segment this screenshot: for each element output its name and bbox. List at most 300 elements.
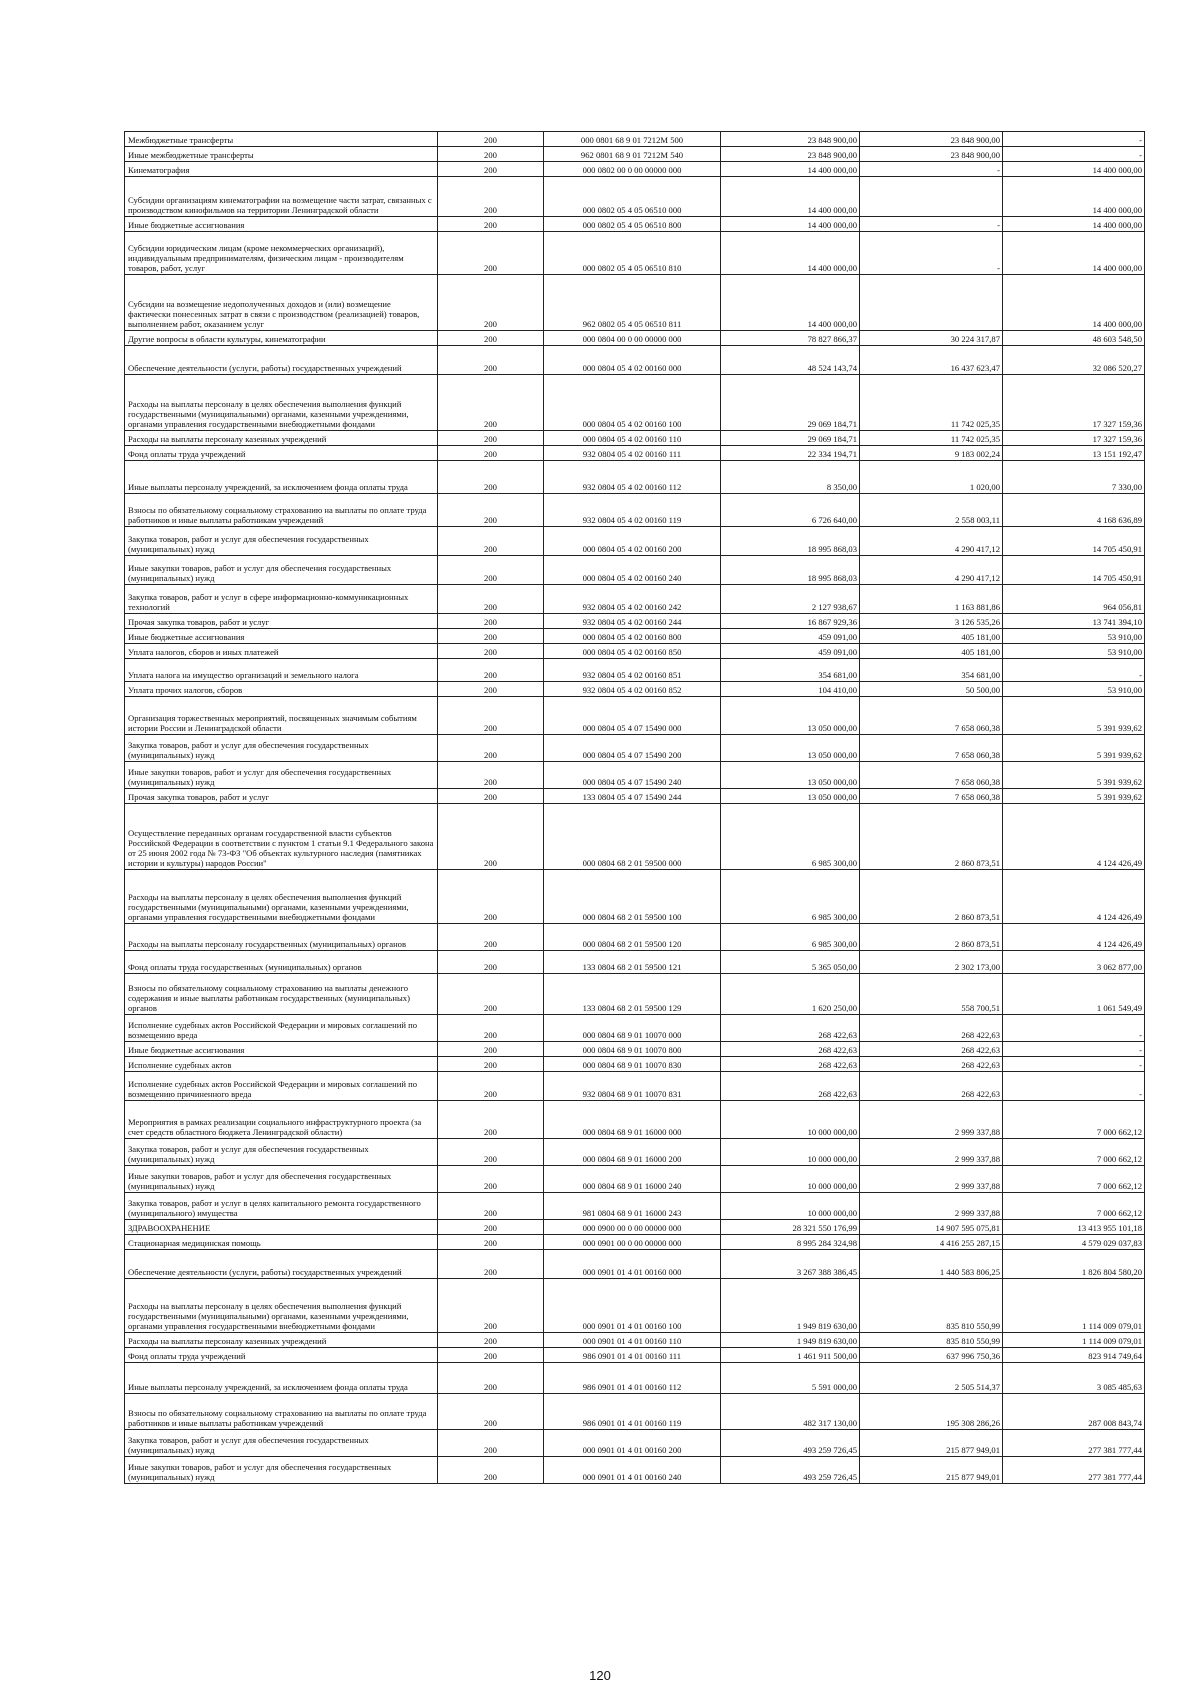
row-name-cell: Иные межбюджетные трансферты [125,147,438,162]
row-unexecuted-amount-cell: 7 000 662,12 [1003,1166,1145,1193]
row-executed-amount-cell: 1 163 881,86 [860,585,1003,614]
table-row [125,1235,1145,1250]
row-name-cell: Расходы на выплаты персоналу казенных учреждений [125,431,438,446]
row-classification-code-cell: 000 0804 05 4 02 00160 000 [544,346,721,375]
row-executed-amount-cell: 3 126 535,26 [860,614,1003,629]
table-row [125,789,1145,804]
table-row [125,1057,1145,1072]
table-row [125,735,1145,762]
table-row [125,1042,1145,1057]
row-unexecuted-amount-cell: 277 381 777,44 [1003,1457,1145,1484]
row-code-cell: 200 [438,1250,544,1279]
row-code-cell: 200 [438,461,544,494]
row-unexecuted-amount-cell: 287 008 843,74 [1003,1394,1145,1430]
row-approved-amount-cell: 3 267 388 386,45 [721,1250,860,1279]
row-code-cell: 200 [438,217,544,232]
row-unexecuted-amount-cell: 7 000 662,12 [1003,1193,1145,1220]
row-executed-amount-cell: 558 700,51 [860,974,1003,1015]
row-unexecuted-amount-cell: 5 391 939,62 [1003,735,1145,762]
row-executed-amount-cell: 2 999 337,88 [860,1139,1003,1166]
row-name-cell: Взносы по обязательному социальному страхованию на выплаты денежного содержания и иные выплаты работникам государственных (муниципальных) органов [125,974,438,1015]
row-approved-amount-cell: 2 127 938,67 [721,585,860,614]
row-classification-code-cell: 000 0804 05 4 07 15490 200 [544,735,721,762]
row-code-cell: 200 [438,974,544,1015]
row-unexecuted-amount-cell: 14 400 000,00 [1003,177,1145,217]
table-row [125,682,1145,697]
row-code-cell: 200 [438,1042,544,1057]
row-approved-amount-cell: 268 422,63 [721,1042,860,1057]
row-name-cell: Кинематография [125,162,438,177]
row-unexecuted-amount-cell: 13 151 192,47 [1003,446,1145,461]
row-unexecuted-amount-cell: 13 413 955 101,18 [1003,1220,1145,1235]
row-approved-amount-cell: 10 000 000,00 [721,1101,860,1139]
row-approved-amount-cell: 8 995 284 324,98 [721,1235,860,1250]
table-row [125,644,1145,659]
row-approved-amount-cell: 14 400 000,00 [721,275,860,331]
row-approved-amount-cell: 8 350,00 [721,461,860,494]
row-approved-amount-cell: 29 069 184,71 [721,375,860,431]
row-unexecuted-amount-cell: 17 327 159,36 [1003,431,1145,446]
row-unexecuted-amount-cell: 5 391 939,62 [1003,789,1145,804]
table-row [125,346,1145,375]
row-approved-amount-cell: 13 050 000,00 [721,735,860,762]
row-unexecuted-amount-cell: - [1003,1057,1145,1072]
table-row [125,1072,1145,1101]
row-classification-code-cell: 000 0900 00 0 00 00000 000 [544,1220,721,1235]
row-approved-amount-cell: 28 321 550 176,99 [721,1220,860,1235]
row-name-cell: Иные выплаты персоналу учреждений, за исключением фонда оплаты труда [125,461,438,494]
row-code-cell: 200 [438,1363,544,1394]
row-code-cell: 200 [438,1457,544,1484]
row-classification-code-cell: 000 0804 68 9 01 10070 800 [544,1042,721,1057]
row-code-cell: 200 [438,556,544,585]
row-executed-amount-cell: 268 422,63 [860,1015,1003,1042]
row-name-cell: Фонд оплаты труда учреждений [125,446,438,461]
row-classification-code-cell: 133 0804 68 2 01 59500 121 [544,951,721,974]
row-classification-code-cell: 000 0804 68 2 01 59500 000 [544,804,721,870]
row-classification-code-cell: 000 0901 01 4 01 00160 200 [544,1430,721,1457]
row-code-cell: 200 [438,614,544,629]
row-executed-amount-cell: 50 500,00 [860,682,1003,697]
table-row [125,331,1145,346]
table-row [125,804,1145,870]
row-classification-code-cell: 000 0802 05 4 05 06510 800 [544,217,721,232]
row-approved-amount-cell: 10 000 000,00 [721,1193,860,1220]
row-code-cell: 200 [438,924,544,951]
row-classification-code-cell: 000 0804 05 4 07 15490 240 [544,762,721,789]
row-unexecuted-amount-cell: 1 061 549,49 [1003,974,1145,1015]
row-name-cell: Закупка товаров, работ и услуг для обеспечения государственных (муниципальных) нужд [125,1139,438,1166]
row-classification-code-cell: 932 0804 05 4 02 00160 851 [544,659,721,682]
budget-report-sheet [124,131,1144,1484]
row-code-cell: 200 [438,951,544,974]
table-row [125,1430,1145,1457]
table-row [125,431,1145,446]
row-unexecuted-amount-cell: 4 124 426,49 [1003,924,1145,951]
row-unexecuted-amount-cell: 48 603 548,50 [1003,331,1145,346]
row-executed-amount-cell: 637 996 750,36 [860,1348,1003,1363]
table-row [125,659,1145,682]
row-unexecuted-amount-cell: 14 705 450,91 [1003,556,1145,585]
row-executed-amount-cell: 2 302 173,00 [860,951,1003,974]
row-executed-amount-cell: - [860,232,1003,275]
row-unexecuted-amount-cell: 277 381 777,44 [1003,1430,1145,1457]
row-name-cell: Закупка товаров, работ и услуг для обеспечения государственных (муниципальных) нужд [125,735,438,762]
row-name-cell: Расходы на выплаты персоналу государственных (муниципальных) органов [125,924,438,951]
row-code-cell: 200 [438,177,544,217]
row-approved-amount-cell: 14 400 000,00 [721,177,860,217]
row-unexecuted-amount-cell: 3 085 485,63 [1003,1363,1145,1394]
row-approved-amount-cell: 48 524 143,74 [721,346,860,375]
row-code-cell: 200 [438,1394,544,1430]
row-classification-code-cell: 986 0901 01 4 01 00160 112 [544,1363,721,1394]
row-executed-amount-cell: 1 020,00 [860,461,1003,494]
row-classification-code-cell: 133 0804 68 2 01 59500 129 [544,974,721,1015]
row-classification-code-cell: 962 0801 68 9 01 7212M 540 [544,147,721,162]
row-unexecuted-amount-cell: 53 910,00 [1003,644,1145,659]
row-classification-code-cell: 962 0802 05 4 05 06510 811 [544,275,721,331]
row-unexecuted-amount-cell: 53 910,00 [1003,629,1145,644]
table-row [125,629,1145,644]
row-unexecuted-amount-cell: 14 705 450,91 [1003,527,1145,556]
row-code-cell: 200 [438,585,544,614]
row-classification-code-cell: 932 0804 05 4 02 00160 852 [544,682,721,697]
row-unexecuted-amount-cell: 3 062 877,00 [1003,951,1145,974]
row-code-cell: 200 [438,132,544,147]
row-unexecuted-amount-cell: 5 391 939,62 [1003,697,1145,735]
row-code-cell: 200 [438,1279,544,1333]
row-executed-amount-cell: 405 181,00 [860,644,1003,659]
row-unexecuted-amount-cell: 823 914 749,64 [1003,1348,1145,1363]
table-row [125,1250,1145,1279]
row-approved-amount-cell: 1 461 911 500,00 [721,1348,860,1363]
row-unexecuted-amount-cell: 14 400 000,00 [1003,275,1145,331]
row-executed-amount-cell: 2 558 003,11 [860,494,1003,527]
table-row [125,762,1145,789]
row-executed-amount-cell: - [860,162,1003,177]
row-approved-amount-cell: 459 091,00 [721,629,860,644]
row-code-cell: 200 [438,870,544,924]
row-unexecuted-amount-cell: 7 330,00 [1003,461,1145,494]
row-unexecuted-amount-cell: - [1003,1072,1145,1101]
row-name-cell: Расходы на выплаты персоналу в целях обеспечения выполнения функций государственными (муниципальными) органами, казенными учреждениями, органами управления государственными внебюджетными фондами [125,375,438,431]
row-code-cell: 200 [438,527,544,556]
row-code-cell: 200 [438,1193,544,1220]
row-classification-code-cell: 000 0804 05 4 02 00160 100 [544,375,721,431]
row-executed-amount-cell: 2 860 873,51 [860,804,1003,870]
row-name-cell: Субсидии на возмещение недополученных доходов и (или) возмещение фактически понесенных затрат в связи с производством (реализацией) товаров, выполнением работ, оказанием услуг [125,275,438,331]
row-name-cell: Субсидии организациям кинематографии на возмещение части затрат, связанных с производством кинофильмов на территории Ленинградской области [125,177,438,217]
row-classification-code-cell: 986 0901 01 4 01 00160 111 [544,1348,721,1363]
row-name-cell: Другие вопросы в области культуры, кинематографии [125,331,438,346]
row-name-cell: Взносы по обязательному социальному страхованию на выплаты по оплате труда работников и иные выплаты работникам учреждений [125,494,438,527]
row-approved-amount-cell: 23 848 900,00 [721,132,860,147]
row-unexecuted-amount-cell: 32 086 520,27 [1003,346,1145,375]
row-name-cell: Субсидии юридическим лицам (кроме некоммерческих организаций), индивидуальным предпринимателям, физическим лицам - производителям товаров, работ, услуг [125,232,438,275]
row-classification-code-cell: 000 0804 68 9 01 10070 000 [544,1015,721,1042]
row-executed-amount-cell: 835 810 550,99 [860,1279,1003,1333]
row-unexecuted-amount-cell: 1 826 804 580,20 [1003,1250,1145,1279]
row-executed-amount-cell: 268 422,63 [860,1057,1003,1072]
row-classification-code-cell: 000 0804 05 4 02 00160 200 [544,527,721,556]
table-row [125,162,1145,177]
table-row [125,147,1145,162]
table-row [125,461,1145,494]
row-name-cell: Уплата налогов, сборов и иных платежей [125,644,438,659]
row-name-cell: Организация торжественных мероприятий, посвященных значимым событиям истории России и Ленинградской области [125,697,438,735]
row-unexecuted-amount-cell: 53 910,00 [1003,682,1145,697]
row-classification-code-cell: 000 0804 68 9 01 16000 240 [544,1166,721,1193]
row-code-cell: 200 [438,697,544,735]
table-row [125,556,1145,585]
row-approved-amount-cell: 10 000 000,00 [721,1139,860,1166]
row-approved-amount-cell: 459 091,00 [721,644,860,659]
row-approved-amount-cell: 18 995 868,03 [721,527,860,556]
row-classification-code-cell: 000 0804 68 2 01 59500 120 [544,924,721,951]
row-classification-code-cell: 000 0801 68 9 01 7212M 500 [544,132,721,147]
row-classification-code-cell: 932 0804 05 4 02 00160 112 [544,461,721,494]
row-approved-amount-cell: 78 827 866,37 [721,331,860,346]
row-classification-code-cell: 000 0804 68 2 01 59500 100 [544,870,721,924]
row-code-cell: 200 [438,1333,544,1348]
row-approved-amount-cell: 6 985 300,00 [721,924,860,951]
row-executed-amount-cell: 30 224 317,87 [860,331,1003,346]
row-name-cell: Иные бюджетные ассигнования [125,1042,438,1057]
table-row [125,232,1145,275]
row-executed-amount-cell: 2 999 337,88 [860,1166,1003,1193]
row-code-cell: 200 [438,275,544,331]
row-executed-amount-cell: 16 437 623,47 [860,346,1003,375]
row-executed-amount-cell: 7 658 060,38 [860,697,1003,735]
table-row [125,375,1145,431]
row-classification-code-cell: 000 0804 68 9 01 10070 830 [544,1057,721,1072]
table-row [125,614,1145,629]
table-row [125,494,1145,527]
row-classification-code-cell: 000 0802 05 4 05 06510 000 [544,177,721,217]
row-unexecuted-amount-cell: 7 000 662,12 [1003,1101,1145,1139]
row-code-cell: 200 [438,1139,544,1166]
table-row [125,446,1145,461]
row-approved-amount-cell: 268 422,63 [721,1057,860,1072]
row-executed-amount-cell: - [860,217,1003,232]
row-approved-amount-cell: 13 050 000,00 [721,789,860,804]
row-code-cell: 200 [438,232,544,275]
table-row [125,1457,1145,1484]
table-body [125,132,1145,1484]
row-classification-code-cell: 932 0804 05 4 02 00160 242 [544,585,721,614]
row-approved-amount-cell: 14 400 000,00 [721,162,860,177]
row-code-cell: 200 [438,346,544,375]
row-classification-code-cell: 000 0804 05 4 02 00160 240 [544,556,721,585]
row-code-cell: 200 [438,762,544,789]
row-classification-code-cell: 000 0901 01 4 01 00160 240 [544,1457,721,1484]
row-name-cell: Фонд оплаты труда учреждений [125,1348,438,1363]
row-unexecuted-amount-cell: - [1003,659,1145,682]
row-name-cell: Закупка товаров, работ и услуг в сфере информационно-коммуникационных технологий [125,585,438,614]
row-executed-amount-cell: 215 877 949,01 [860,1430,1003,1457]
table-row [125,1220,1145,1235]
row-approved-amount-cell: 23 848 900,00 [721,147,860,162]
row-name-cell: Мероприятия в рамках реализации социального инфраструктурного проекта (за счет средств областного бюджета Ленинградской области) [125,1101,438,1139]
row-executed-amount-cell: 4 416 255 287,15 [860,1235,1003,1250]
row-unexecuted-amount-cell: 4 124 426,49 [1003,870,1145,924]
row-approved-amount-cell: 16 867 929,36 [721,614,860,629]
row-approved-amount-cell: 104 410,00 [721,682,860,697]
row-unexecuted-amount-cell: 964 056,81 [1003,585,1145,614]
row-executed-amount-cell: 215 877 949,01 [860,1457,1003,1484]
row-approved-amount-cell: 5 591 000,00 [721,1363,860,1394]
row-classification-code-cell: 932 0804 68 9 01 10070 831 [544,1072,721,1101]
row-unexecuted-amount-cell: - [1003,147,1145,162]
row-approved-amount-cell: 6 726 640,00 [721,494,860,527]
row-code-cell: 200 [438,682,544,697]
row-name-cell: Прочая закупка товаров, работ и услуг [125,614,438,629]
row-code-cell: 200 [438,1072,544,1101]
row-unexecuted-amount-cell: 14 400 000,00 [1003,217,1145,232]
row-executed-amount-cell: 268 422,63 [860,1042,1003,1057]
table-row [125,275,1145,331]
row-unexecuted-amount-cell: - [1003,1015,1145,1042]
row-name-cell: Исполнение судебных актов [125,1057,438,1072]
row-unexecuted-amount-cell: - [1003,1042,1145,1057]
row-classification-code-cell: 000 0802 00 0 00 00000 000 [544,162,721,177]
row-name-cell: Иные закупки товаров, работ и услуг для обеспечения государственных (муниципальных) нужд [125,762,438,789]
row-classification-code-cell: 000 0901 00 0 00 00000 000 [544,1235,721,1250]
row-approved-amount-cell: 493 259 726,45 [721,1430,860,1457]
table-row [125,1363,1145,1394]
row-code-cell: 200 [438,1101,544,1139]
row-classification-code-cell: 932 0804 05 4 02 00160 111 [544,446,721,461]
row-name-cell: Закупка товаров, работ и услуг для обеспечения государственных (муниципальных) нужд [125,527,438,556]
row-name-cell: Иные бюджетные ассигнования [125,217,438,232]
row-name-cell: Иные закупки товаров, работ и услуг для обеспечения государственных (муниципальных) нужд [125,1457,438,1484]
row-unexecuted-amount-cell: 5 391 939,62 [1003,762,1145,789]
row-classification-code-cell: 000 0804 05 4 02 00160 850 [544,644,721,659]
row-name-cell: Прочая закупка товаров, работ и услуг [125,789,438,804]
row-code-cell: 200 [438,804,544,870]
row-name-cell: Межбюджетные трансферты [125,132,438,147]
row-name-cell: Уплата прочих налогов, сборов [125,682,438,697]
table-row [125,132,1145,147]
budget-execution-table [124,131,1145,1484]
row-code-cell: 200 [438,629,544,644]
row-code-cell: 200 [438,375,544,431]
row-name-cell: Исполнение судебных актов Российской Федерации и мировых соглашений по возмещению причиненного вреда [125,1072,438,1101]
row-approved-amount-cell: 29 069 184,71 [721,431,860,446]
row-code-cell: 200 [438,1220,544,1235]
table-row [125,924,1145,951]
row-approved-amount-cell: 268 422,63 [721,1072,860,1101]
row-name-cell: ЗДРАВООХРАНЕНИЕ [125,1220,438,1235]
row-classification-code-cell: 000 0901 01 4 01 00160 110 [544,1333,721,1348]
table-row [125,951,1145,974]
row-approved-amount-cell: 14 400 000,00 [721,232,860,275]
table-row [125,585,1145,614]
row-code-cell: 200 [438,1015,544,1042]
row-executed-amount-cell: 195 308 286,26 [860,1394,1003,1430]
row-code-cell: 200 [438,431,544,446]
row-unexecuted-amount-cell: 4 124 426,49 [1003,804,1145,870]
row-name-cell: Иные бюджетные ассигнования [125,629,438,644]
row-executed-amount-cell: 4 290 417,12 [860,527,1003,556]
row-classification-code-cell: 000 0804 00 0 00 00000 000 [544,331,721,346]
row-code-cell: 200 [438,1430,544,1457]
row-classification-code-cell: 932 0804 05 4 02 00160 119 [544,494,721,527]
table-row [125,974,1145,1015]
row-approved-amount-cell: 13 050 000,00 [721,697,860,735]
row-code-cell: 200 [438,162,544,177]
row-executed-amount-cell: 11 742 025,35 [860,431,1003,446]
row-executed-amount-cell: 23 848 900,00 [860,132,1003,147]
row-code-cell: 200 [438,1235,544,1250]
row-code-cell: 200 [438,1057,544,1072]
row-unexecuted-amount-cell: - [1003,132,1145,147]
row-executed-amount-cell: 7 658 060,38 [860,735,1003,762]
row-name-cell: Обеспечение деятельности (услуги, работы) государственных учреждений [125,346,438,375]
row-approved-amount-cell: 1 949 819 630,00 [721,1333,860,1348]
row-executed-amount-cell [860,177,1003,217]
row-executed-amount-cell: 7 658 060,38 [860,789,1003,804]
row-name-cell: Обеспечение деятельности (услуги, работы) государственных учреждений [125,1250,438,1279]
row-classification-code-cell: 000 0804 05 4 07 15490 000 [544,697,721,735]
row-executed-amount-cell: 835 810 550,99 [860,1333,1003,1348]
row-approved-amount-cell: 5 365 050,00 [721,951,860,974]
row-approved-amount-cell: 493 259 726,45 [721,1457,860,1484]
table-row [125,870,1145,924]
row-unexecuted-amount-cell: 1 114 009 079,01 [1003,1333,1145,1348]
row-code-cell: 200 [438,1166,544,1193]
row-name-cell: Расходы на выплаты персоналу в целях обеспечения выполнения функций государственными (муниципальными) органами, казенными учреждениями, органами управления государственными внебюджетными фондами [125,1279,438,1333]
row-code-cell: 200 [438,644,544,659]
table-row [125,1394,1145,1430]
row-approved-amount-cell: 18 995 868,03 [721,556,860,585]
row-name-cell: Стационарная медицинская помощь [125,1235,438,1250]
row-classification-code-cell: 981 0804 68 9 01 16000 243 [544,1193,721,1220]
row-executed-amount-cell: 23 848 900,00 [860,147,1003,162]
row-classification-code-cell: 932 0804 05 4 02 00160 244 [544,614,721,629]
row-approved-amount-cell: 10 000 000,00 [721,1166,860,1193]
row-code-cell: 200 [438,494,544,527]
row-name-cell: Закупка товаров, работ и услуг для обеспечения государственных (муниципальных) нужд [125,1430,438,1457]
table-row [125,1015,1145,1042]
row-executed-amount-cell: 2 860 873,51 [860,870,1003,924]
row-approved-amount-cell: 14 400 000,00 [721,217,860,232]
row-approved-amount-cell: 482 317 130,00 [721,1394,860,1430]
row-approved-amount-cell: 6 985 300,00 [721,804,860,870]
row-classification-code-cell: 000 0804 68 9 01 16000 200 [544,1139,721,1166]
table-row [125,1279,1145,1333]
row-classification-code-cell: 000 0802 05 4 05 06510 810 [544,232,721,275]
row-unexecuted-amount-cell: 4 168 636,89 [1003,494,1145,527]
row-executed-amount-cell: 14 907 595 075,81 [860,1220,1003,1235]
row-executed-amount-cell: 2 999 337,88 [860,1101,1003,1139]
row-unexecuted-amount-cell: 14 400 000,00 [1003,162,1145,177]
row-approved-amount-cell: 13 050 000,00 [721,762,860,789]
table-row [125,527,1145,556]
row-unexecuted-amount-cell: 7 000 662,12 [1003,1139,1145,1166]
row-name-cell: Иные выплаты персоналу учреждений, за исключением фонда оплаты труда [125,1363,438,1394]
row-approved-amount-cell: 1 949 819 630,00 [721,1279,860,1333]
row-executed-amount-cell: 268 422,63 [860,1072,1003,1101]
row-name-cell: Закупка товаров, работ и услуг в целях капитального ремонта государственного (муниципального) имущества [125,1193,438,1220]
row-classification-code-cell: 986 0901 01 4 01 00160 119 [544,1394,721,1430]
row-executed-amount-cell: 2 999 337,88 [860,1193,1003,1220]
row-executed-amount-cell: 2 505 514,37 [860,1363,1003,1394]
page-number: 120 [589,1668,611,1683]
row-unexecuted-amount-cell: 17 327 159,36 [1003,375,1145,431]
row-classification-code-cell: 000 0804 68 9 01 16000 000 [544,1101,721,1139]
table-row [125,1166,1145,1193]
